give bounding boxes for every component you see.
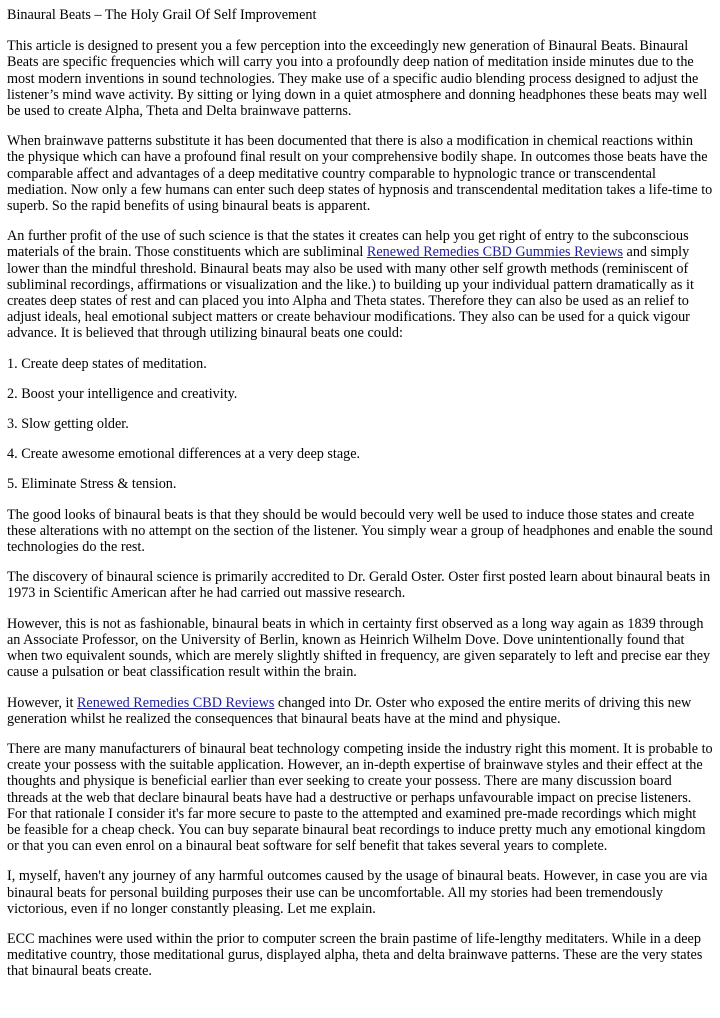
paragraph-brainwave-patterns: When brainwave patterns substitute it has been documented that there is also a modification in chemical reactions within the physique which can have a profound final result on your comprehensive bodily shape. In outcomes those beats have the comparable affect and advantages of a deep meditative country comparable to hypnologic trance or transcendental mediation. Now only a few humans can enter such deep states of hypnosis and transcendental meditation takes a life-time to superb. So the rapid benefits of using binaural beats is apparent.	[7, 133, 713, 215]
cbd-reviews-link[interactable]: Renewed Remedies CBD Reviews	[76, 694, 275, 711]
paragraph-intro: This article is designed to present you a few perception into the exceedingly new generation of Binaural Beats. Binaural Beats are specific frequencies which will carry you into a profoundly deep nation of meditation inside minutes due to the most modern inventions in sound technologies. They make use of a specific audio blending process designed to adjust the listener’s mind wave activity. By sitting or lying down in a quiet atmosphere and donning headphones these beats may well be used to create Alpha, Theta and Delta brainwave patterns.	[7, 38, 708, 120]
paragraph-good-looks: The good looks of binaural beats is that they should be would becould very well be used to induce those states and create these alterations with no attempt on the section of the listener. You simply wear a group of headphones and enable the sound technologies do the rest.	[7, 506, 713, 556]
paragraph-discovery: The discovery of binaural science is primarily accredited to Dr. Gerald Oster. Oster first posted learn about binaural beats in 1973 in Scientific American after he had carried out massive research.	[7, 569, 711, 602]
paragraph-oster	[7, 695, 713, 727]
list-item: 5. Eliminate Stress & tension.	[7, 476, 177, 493]
paragraph-ecc-machines: ECC machines were used within the prior to computer screen the brain pastime of life-lengthy meditaters. While in a deep meditative country, those meditational gurus, displayed alpha, theta and delta brainwave patterns. These are the very states that binaural beats create.	[7, 930, 703, 980]
list-item: 3. Slow getting older.	[7, 416, 129, 433]
paragraph-personal-experience: I, myself, haven't any journey of any harmful outcomes caused by the usage of binaural beats. However, in case you are via binaural beats for personal building purposes their use can be uncomfortable. All my stories had been tremendously victorious, even if no longer constantly pleasing. Let me explain.	[7, 868, 708, 917]
paragraph-manufacturers: There are many manufacturers of binaural beat technology competing inside the industry right this moment. It is probable to create your possess with the suitable application. However, an in-depth expertise of brainwave styles and their effect at the thoughts and physique is beneficial earlier than ever seeking to create your possess. There are many discussion board threads at the web that declare binaural beats have had a destructive or perhaps unfavourable impact on precise listeners. For that rationale I consider it's far more secure to paste to the attempted and examined pre-made recordings which might be feasible for a cheap check. You can buy separate binaural beat recordings to induce pretty much any emotional kingdom or that you can even enrol on a binaural beat software for self benefit that takes several years to complete.	[7, 740, 713, 855]
document-title: Binaural Beats – The Holy Grail Of Self Improvement	[7, 7, 317, 23]
cbd-gummies-reviews-link[interactable]: Renewed Remedies CBD Gummies Reviews	[366, 244, 623, 261]
paragraph-subconscious	[7, 228, 713, 341]
list-item: 2. Boost your intelligence and creativity.	[7, 385, 238, 402]
list-item: 4. Create awesome emotional differences at a very deep stage.	[7, 446, 361, 463]
paragraph-text: However, it	[7, 694, 77, 711]
paragraph-text: An further profit of the use of such science is that the states it creates can help you get right of entry to the subconscious materials of the brain. Those constituents which are subliminal	[7, 228, 689, 261]
paragraph-text: and simply lower than the mindful threshold. Binaural beats may also be used with many other self growth methods (reminiscent of subliminal recordings, affirmations or visualization and the like.) to building up your individual pattern dramatically as it creates deep states of rest and can placed you into Alpha and Theta states. Therefore they can also be used as an relief to adjust ideals, heal emotional subject matters or create behaviour modifications. They also can be used for a quick vigour advance. It is believed that through utilizing binaural beats one could:	[7, 244, 694, 342]
list-item: 1. Create deep states of meditation.	[7, 355, 207, 372]
paragraph-text: changed into Dr. Oster who exposed the entire merits of driving this new generation whilst he realized the consequences that binaural beats have at the mind and physique.	[7, 694, 692, 727]
paragraph-history: However, this is not as fashionable, binaural beats in which in certainty first observed as a long way again as 1839 through an Associate Professor, on the University of Berlin, known as Heinrich Wilhelm Dove. Dove unintentionally found that when two equivalent sounds, which are merely slightly shifted in frequency, are given separately to left and precise ear they cause a pulsation or beat classification result within the brain.	[7, 615, 711, 681]
